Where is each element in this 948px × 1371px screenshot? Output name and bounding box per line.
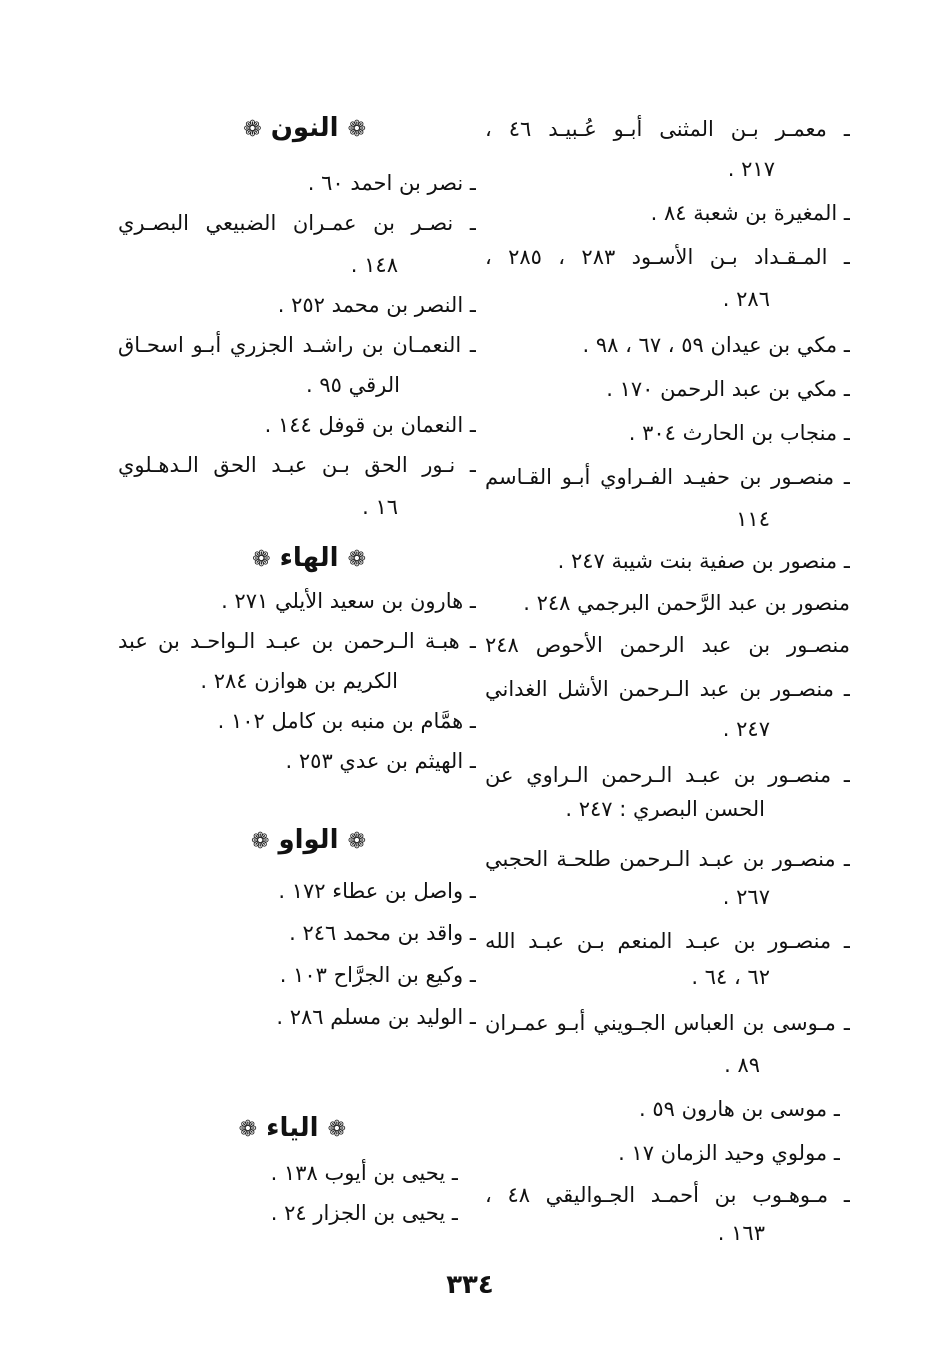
- index-entry-cont: ١٦٣ .: [717, 1221, 765, 1245]
- index-entry-cont: ٢٤٧ .: [722, 717, 770, 741]
- index-entry-cont: ٢١٧ .: [727, 157, 775, 181]
- index-entry-cont: ٢٨٦ .: [722, 287, 770, 311]
- index-entry: ـ منصـور بن حفيـد الفـراوي أبـو القـاسم: [485, 465, 850, 489]
- index-entry: ـ مولوي وحيد الزمان ١٧ .: [618, 1141, 840, 1165]
- index-entry: ـ المـقـداد بـن الأسـود ٢٨٣ ، ٢٨٥ ،: [485, 245, 850, 269]
- index-entry: ـ مكي بن عبد الرحمن ١٧٠ .: [606, 377, 850, 401]
- index-entry-cont: الرقي ٩٥ .: [306, 373, 400, 397]
- index-entry: ـ منصـور بن عبـد الـرحمن طلحـة الحجبي: [485, 847, 850, 871]
- index-entry: ـ منصـور بن عبـد الـرحمن الـراوي عن: [485, 763, 850, 787]
- ornament-icon: ❁: [347, 829, 366, 854]
- index-entry: ـ همَّام بن منبه بن كامل ١٠٢ .: [217, 709, 476, 733]
- ornament-icon: ❁: [243, 117, 262, 142]
- index-entry: منصور بن عبد الرَّحمن البرجمي ٢٤٨ .: [523, 591, 850, 615]
- index-entry: ـ النعمان بن قوفل ١٤٤ .: [264, 413, 476, 437]
- index-entry-cont: الكريم بن هوازن ٢٨٤ .: [200, 669, 398, 693]
- index-entry-cont: ٦٢ ، ٦٤ .: [691, 965, 770, 989]
- index-entry: ـ هارون بن سعيد الأيلي ٢٧١ .: [221, 589, 476, 613]
- index-entry-cont: ١٦ .: [362, 495, 398, 519]
- index-entry-cont: ٢٦٧ .: [722, 885, 770, 909]
- index-entry: ـ واقد بن محمد ٢٤٦ .: [289, 921, 476, 945]
- index-entry: ـ الهيثم بن عدي ٢٥٣ .: [285, 749, 476, 773]
- index-entry: ـ النصر بن محمد ٢٥٢ .: [277, 293, 476, 317]
- index-entry: ـ النعمـان بن راشـد الجزري أبـو اسحـاق: [118, 333, 476, 357]
- index-entry: ـ منجاب بن الحارث ٣٠٤ .: [628, 421, 850, 445]
- index-entry: ـ نصر بن احمد ٦٠ .: [307, 171, 476, 195]
- index-entry-cont: ١٤٨ .: [350, 253, 398, 277]
- page-number: ٣٣٤: [446, 1270, 494, 1300]
- ornament-icon: ❁: [327, 1117, 346, 1142]
- index-entry: ـ وكيع بن الجرَّاح ١٠٣ .: [279, 963, 476, 987]
- index-entry: ـ منصـور بن عبـد المنعم بـن عبـد الله: [485, 929, 850, 953]
- index-entry: ـ منصـور بن عبد الـرحمن الأشل الغداني: [485, 677, 850, 701]
- section-heading-waw: ❁ الواو ❁: [250, 825, 366, 855]
- section-heading-yaa: ❁ الياء ❁: [238, 1113, 346, 1143]
- index-entry: ـ مـوهـوب بن أحمـد الجـواليقي ٤٨ ،: [485, 1183, 850, 1207]
- section-heading-noon: ❁ النون ❁: [243, 113, 366, 143]
- index-entry-cont: الحسن البصري : ٢٤٧ .: [565, 797, 765, 821]
- index-entry-cont: ٨٩ .: [724, 1053, 760, 1077]
- ornament-icon: ❁: [347, 117, 366, 142]
- index-entry: ـ الوليد بن مسلم ٢٨٦ .: [276, 1005, 476, 1029]
- index-entry: ـ يحيى بن أيوب ١٣٨ .: [270, 1161, 458, 1185]
- index-entry: ـ مكي بن عيدان ٥٩ ، ٦٧ ، ٩٨ .: [582, 333, 850, 357]
- index-entry: ـ هبـة الـرحمن بن عبـد الـواحـد بن عبد: [118, 629, 476, 653]
- section-heading-haa: ❁ الهاء ❁: [252, 543, 366, 573]
- index-entry: منصـور بن عبد الرحمن الأحوص ٢٤٨: [485, 633, 850, 657]
- ornament-icon: ❁: [250, 829, 270, 854]
- index-entry: ـ مـوسى بن العباس الجـويني أبـو عمـران: [485, 1011, 850, 1035]
- index-entry: ـ نصـر بن عمـران الضبيعي البصـري: [118, 211, 476, 235]
- ornament-icon: ❁: [347, 547, 366, 572]
- index-entry: ـ معمـر بـن المثنى أبـو عُـبيـد ٤٦ ،: [485, 117, 850, 141]
- index-entry: ـ منصور بن صفية بنت شيبة ٢٤٧ .: [557, 549, 850, 573]
- index-entry: ـ موسى بن هارون ٥٩ .: [639, 1097, 840, 1121]
- index-entry: ـ يحيى بن الجزار ٢٤ .: [270, 1201, 458, 1225]
- index-entry-cont: ١١٤: [736, 507, 770, 531]
- index-entry: ـ المغيرة بن شعبة ٨٤ .: [650, 201, 850, 225]
- index-entry: ـ واصل بن عطاء ١٧٢ .: [278, 879, 476, 903]
- ornament-icon: ❁: [238, 1117, 258, 1142]
- ornament-icon: ❁: [252, 547, 271, 572]
- index-entry: ـ نـور الحق بـن عبـد الحق الـدهـلوي: [118, 453, 476, 477]
